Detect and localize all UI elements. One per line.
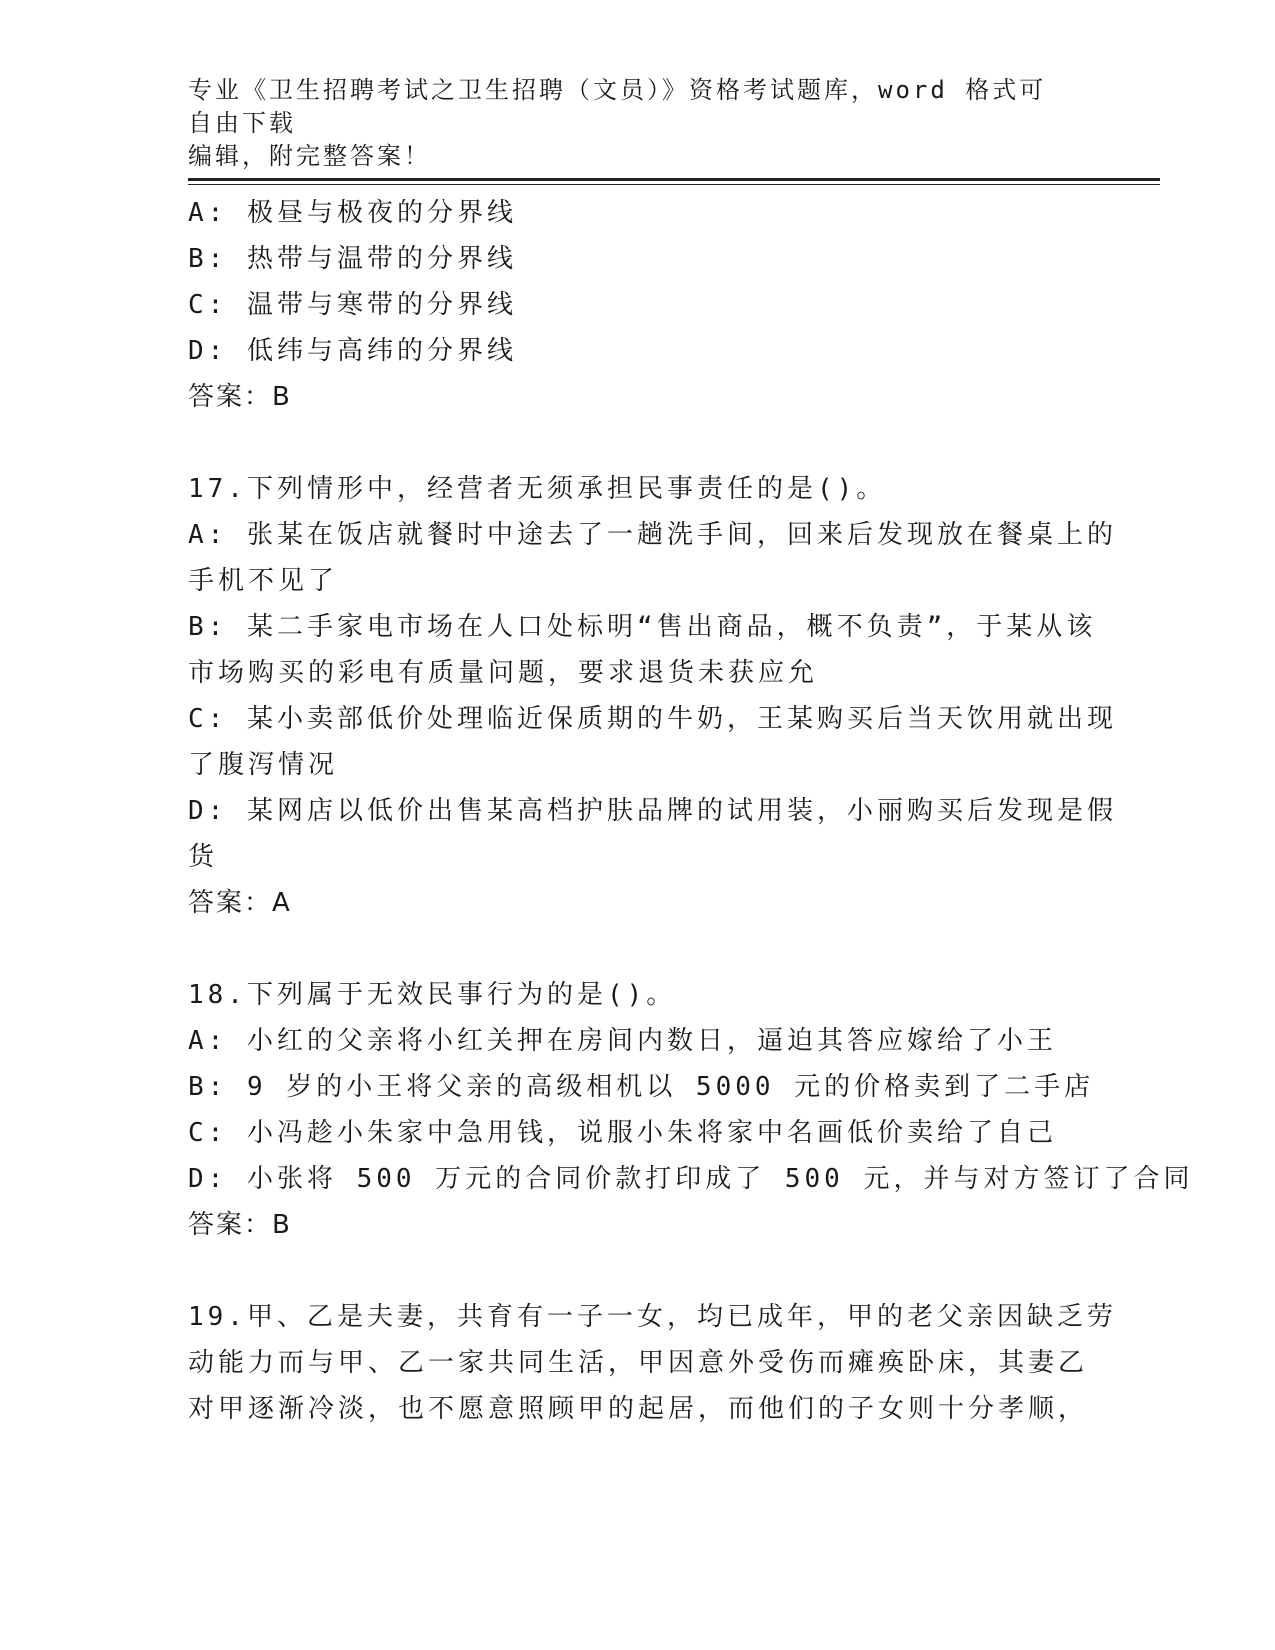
question-stem: 18.下列属于无效民事行为的是()。 bbox=[188, 980, 677, 1010]
header-divider-thin bbox=[188, 184, 1160, 185]
option-a: A: 小红的父亲将小红关押在房间内数日，逼迫其答应嫁给了小王 bbox=[188, 1026, 1057, 1056]
option-b-line-2: 市场购买的彩电有质量问题，要求退货未获应允 bbox=[188, 658, 819, 688]
question-19 bbox=[188, 1294, 1117, 1432]
question-stem-line-3: 对甲逐渐冷淡，也不愿意照顾甲的起居，而他们的子女则十分孝顺， bbox=[188, 1394, 1089, 1424]
spacer bbox=[188, 1248, 1078, 1294]
option-b: B: 9 岁的小王将父亲的高级相机以 5000 元的价格卖到了二手店 bbox=[188, 1072, 1095, 1102]
question-stem-line-1: 19.甲、乙是夫妻，共育有一子一女，均已成年，甲的老父亲因缺乏劳 bbox=[188, 1302, 1117, 1332]
question-stem-line-2: 动能力而与甲、乙一家共同生活，甲因意外受伤而瘫痪卧床，其妻乙 bbox=[188, 1348, 1089, 1378]
question-17 bbox=[188, 466, 1117, 972]
answer-line: 答案：B bbox=[188, 1210, 292, 1240]
document-header-note bbox=[188, 74, 1068, 173]
option-d-line-2: 货 bbox=[188, 842, 219, 872]
option-a: A: 极昼与极夜的分界线 bbox=[188, 198, 517, 228]
option-b-line-1: B: 某二手家电市场在人口处标明“售出商品，概不负责”，于某从该 bbox=[188, 612, 1097, 642]
question-16-continued bbox=[188, 190, 1078, 466]
option-d: D: 低纬与高纬的分界线 bbox=[188, 336, 517, 366]
option-c: C: 温带与寒带的分界线 bbox=[188, 290, 517, 320]
option-c: C: 小冯趁小朱家中急用钱，说服小朱将家中名画低价卖给了自己 bbox=[188, 1118, 1057, 1148]
question-stem: 17.下列情形中，经营者无须承担民事责任的是()。 bbox=[188, 474, 887, 504]
spacer bbox=[188, 420, 1078, 466]
header-divider-thick bbox=[188, 178, 1160, 181]
option-c-line-2: 了腹泻情况 bbox=[188, 750, 339, 780]
answer-line: 答案：B bbox=[188, 382, 292, 412]
option-b: B: 热带与温带的分界线 bbox=[188, 244, 517, 274]
option-a-line-2: 手机不见了 bbox=[188, 566, 339, 596]
header-note-line-2: 编辑，附完整答案！ bbox=[188, 142, 431, 170]
question-content bbox=[188, 190, 1194, 1432]
question-18 bbox=[188, 972, 1194, 1294]
option-d-line-1: D: 某网店以低价出售某高档护肤品牌的试用装，小丽购买后发现是假 bbox=[188, 796, 1117, 826]
option-c-line-1: C: 某小卖部低价处理临近保质期的牛奶，王某购买后当天饮用就出现 bbox=[188, 704, 1117, 734]
header-note-line-1: 专业《卫生招聘考试之卫生招聘（文员）》资格考试题库，word 格式可自由下载 bbox=[188, 76, 1047, 137]
answer-line: 答案：A bbox=[188, 888, 292, 918]
option-d: D: 小张将 500 万元的合同价款打印成了 500 元，并与对方签订了合同 bbox=[188, 1164, 1194, 1194]
option-a-line-1: A: 张某在饭店就餐时中途去了一趟洗手间，回来后发现放在餐桌上的 bbox=[188, 520, 1117, 550]
spacer bbox=[188, 926, 1078, 972]
